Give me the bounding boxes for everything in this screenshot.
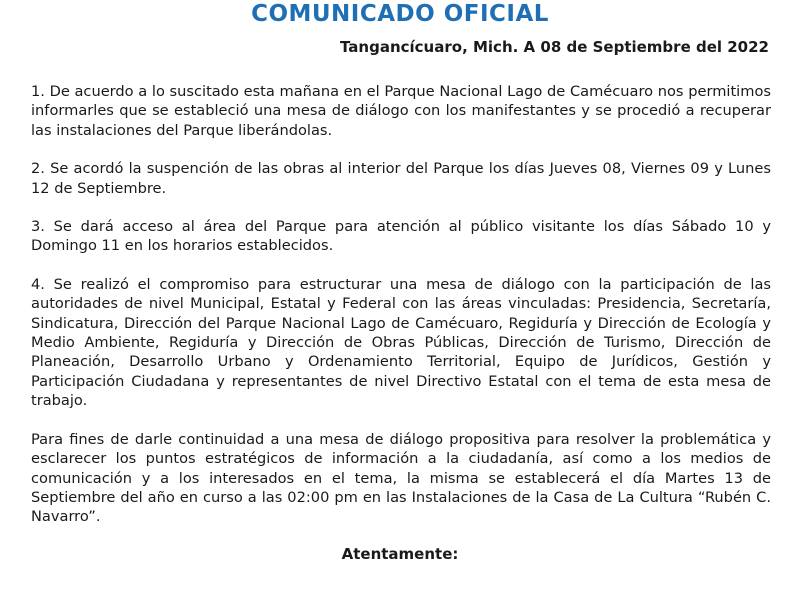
document-title: COMUNICADO OFICIAL <box>251 1 549 27</box>
closing-salutation: Atentamente: <box>341 545 459 563</box>
paragraph-5: Para fines de darle continuidad a una mesa de diálogo propositiva para resolver la problemática y esclarecer los puntos estratégicos de información a la ciudadanía, así como a los medios de comunicación y a los interesados en el tema, la misma se establecerá el día Martes 13 de Septiembre del año en curso a las 02:00 pm en las Instalaciones de la Casa de La Cultura “Rubén C. Navarro”. <box>31 430 771 526</box>
dateline: Tangancícuaro, Mich. A 08 de Septiembre del 2022 <box>340 38 769 56</box>
document-body <box>31 82 771 546</box>
paragraph-1: 1. De acuerdo a lo suscitado esta mañana en el Parque Nacional Lago de Camécuaro nos permitimos informarles que se estableció una mesa de diálogo con los manifestantes y se procedió a recuperar las instalaciones del Parque liberándolas. <box>31 83 771 139</box>
paragraph-4: 4. Se realizó el compromiso para estructurar una mesa de diálogo con la participación de las autoridades de nivel Municipal, Estatal y Federal con las áreas vinculadas: Presidencia, Secretaría, Sindicatura, Dirección del Parque Nacional Lago de Camécuaro, Regiduría y Dirección de Ecología y Medio Ambiente, Regiduría y Dirección de Obras Públicas, Dirección de Turismo, Dirección de Planeación, Desarrollo Urbano y Ordenamiento Territorial, Equipo de Jurídicos, Gestión y Participación Ciudadana y representantes de nivel Directivo Estatal con el tema de esta mesa de trabajo. <box>31 275 771 410</box>
paragraph-3: 3. Se dará acceso al área del Parque para atención al público visitante los días Sábado 10 y Domingo 11 en los horarios establecidos. <box>31 218 771 255</box>
paragraph-2: 2. Se acordó la suspención de las obras al interior del Parque los días Jueves 08, Viernes 09 y Lunes 12 de Septiembre. <box>31 160 771 197</box>
